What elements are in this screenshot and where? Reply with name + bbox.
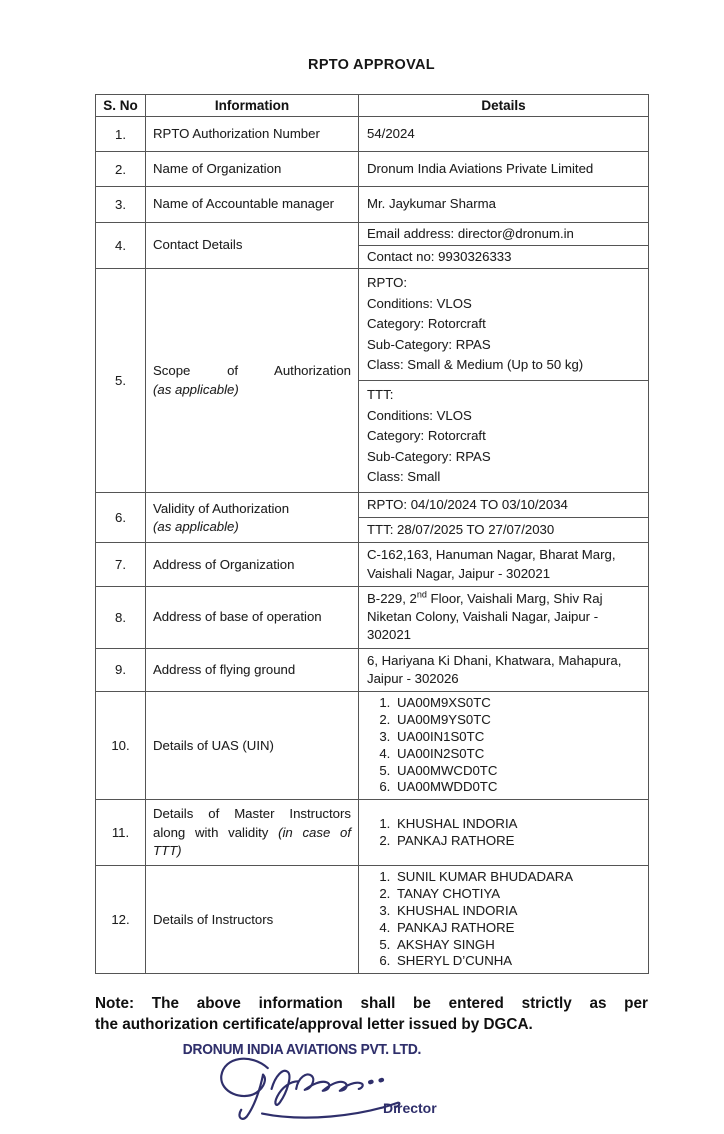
info-cell: Details of UAS (UIN) [146,692,359,800]
table-row [96,493,649,518]
list-item: 2. TANAY CHOTIYA [394,886,640,903]
details-cell: Dronum India Aviations Private Limited [359,152,649,187]
detail-line: RPTO: [367,275,408,291]
list-item: 1. UA00M9XS0TC [394,695,640,712]
note-line-1: Note: The above information shall be entered strictly as per [95,995,648,1013]
table-row [96,543,649,586]
row-number: 4. [96,222,146,268]
uin-list [367,695,640,796]
details-cell: C-162,163, Hanuman Nagar, Bharat Marg, Vaishali Nagar, Jaipur - 302021 [359,543,649,586]
row-number: 6. [96,493,146,543]
details-cell: Mr. Jaykumar Sharma [359,187,649,222]
col-header-sno: S. No [96,95,146,117]
row-number: 10. [96,692,146,800]
table-row [96,800,649,866]
info-note: (as applicable) [153,518,239,534]
details-text: B-229, 2 [367,590,417,606]
info-text: Details of Master Instructors along with validity [153,806,351,840]
list-item: 1. SUNIL KUMAR BHUDADARA [394,869,640,886]
details-cell [359,586,649,648]
info-cell: Address of base of operation [146,586,359,648]
note-text [95,994,648,1035]
info-note: (in case of TTT) [153,824,351,858]
list-item: 5. UA00MWCD0TC [394,763,640,780]
list-item: 6. SHERYL D’CUNHA [394,953,640,970]
list-item: 3. UA00IN1S0TC [394,729,640,746]
details-cell [359,866,649,974]
details-cell [359,692,649,800]
col-header-information: Information [146,95,359,117]
detail-line: Conditions: VLOS [367,407,472,423]
company-stamp-text: DRONUM INDIA AVIATIONS PVT. LTD. [182,1042,422,1059]
signature-block [137,1042,517,1134]
list-item: 1. KHUSHAL INDORIA [394,816,640,833]
details-cell: Email address: director@dronum.in [359,222,649,245]
row-number: 3. [96,187,146,222]
info-cell: Address of Organization [146,543,359,586]
col-header-details: Details [359,95,649,117]
table-row [96,152,649,187]
table-row [96,648,649,691]
row-number: 9. [96,648,146,691]
table-row [96,586,649,648]
approval-table [95,94,649,974]
info-cell: Contact Details [146,222,359,268]
director-label: Director [383,1100,437,1117]
details-text: Floor, Vaishali Marg, Shiv Raj Niketan Colony, Vaishali Nagar, Jaipur - 302021 [367,590,603,643]
row-number: 11. [96,800,146,866]
list-item: 3. KHUSHAL INDORIA [394,903,640,920]
details-cell: TTT: 28/07/2025 TO 27/07/2030 [359,518,649,543]
master-instructor-list [367,816,640,850]
details-cell [359,269,649,381]
table-row [96,269,649,381]
table-row [96,692,649,800]
row-number: 1. [96,117,146,152]
list-item: 4. PANKAJ RATHORE [394,920,640,937]
info-cell: Name of Accountable manager [146,187,359,222]
list-item: 2. UA00M9YS0TC [394,712,640,729]
details-cell: RPTO: 04/10/2024 TO 03/10/2034 [359,493,649,518]
row-number: 8. [96,586,146,648]
table-row [96,117,649,152]
ordinal-suffix: nd [416,589,427,600]
table-row [96,187,649,222]
row-number: 12. [96,866,146,974]
details-cell: 54/2024 [359,117,649,152]
info-text: Scope of Authorization [153,363,351,379]
row-number: 2. [96,152,146,187]
details-cell: Contact no: 9930326333 [359,245,649,268]
table-row [96,222,649,245]
note-line-2: the authorization certificate/approval letter issued by DGCA. [95,1015,533,1033]
detail-line: Conditions: VLOS [367,295,472,311]
info-cell: Details of Instructors [146,866,359,974]
list-item: 6. UA00MWDD0TC [394,779,640,796]
info-text: Validity of Authorization [153,500,290,516]
instructor-list [367,869,640,970]
details-cell [359,381,649,493]
list-item: 4. UA00IN2S0TC [394,746,640,763]
page-title: RPTO APPROVAL [308,57,435,73]
detail-line: Sub-Category: RPAS [367,448,491,464]
detail-line: Class: Small & Medium (Up to 50 kg) [367,357,584,373]
info-cell [146,800,359,866]
details-cell [359,800,649,866]
detail-line: Category: Rotorcraft [367,316,486,332]
info-cell: RPTO Authorization Number [146,117,359,152]
row-number: 7. [96,543,146,586]
info-cell [146,269,359,493]
info-cell: Name of Organization [146,152,359,187]
list-item: 5. AKSHAY SINGH [394,937,640,954]
list-item: 2. PANKAJ RATHORE [394,833,640,850]
detail-line: TTT: [367,387,394,403]
table-row [96,866,649,974]
detail-line: Class: Small [367,469,441,485]
details-cell: 6, Hariyana Ki Dhani, Khatwara, Mahapura, Jaipur - 302026 [359,648,649,691]
signature-strokes [221,1059,399,1119]
detail-line: Category: Rotorcraft [367,428,486,444]
info-cell [146,493,359,543]
row-number: 5. [96,269,146,493]
detail-line: Sub-Category: RPAS [367,336,491,352]
info-note: (as applicable) [153,381,239,397]
info-cell: Address of flying ground [146,648,359,691]
document-content [95,94,648,1134]
table-header-row [96,95,649,117]
